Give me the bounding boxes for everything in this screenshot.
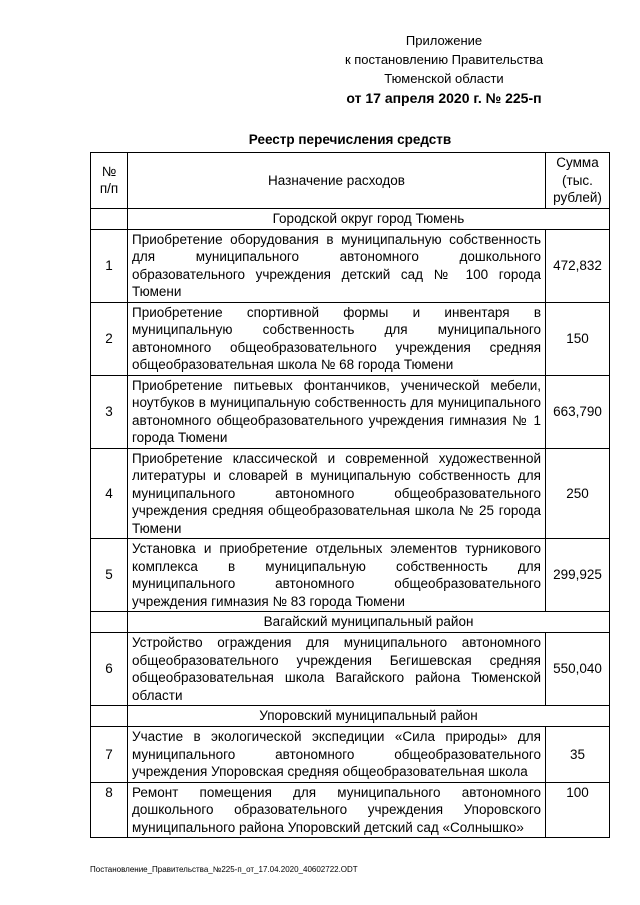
table-row: [91, 302, 610, 375]
row-description: Установка и приобретение отдельных элементов турникового комплекса в муниципальную собственность для муниципального автономного общеобразовательного учреждения гимназия № 83 города Тюмени: [128, 539, 546, 612]
table-row: [91, 727, 610, 783]
row-sum: 150: [546, 302, 610, 375]
document-footer: Постановление_Правительства_№225-п_от_17.04.2020_40602722.ODT: [90, 865, 358, 874]
column-header-purpose: Назначение расходов: [128, 153, 546, 209]
section-spacer: [91, 612, 128, 633]
row-number: 4: [91, 448, 128, 539]
section-spacer: [91, 706, 128, 727]
table-row: [91, 633, 610, 706]
row-number: 6: [91, 633, 128, 706]
row-number: 7: [91, 727, 128, 783]
row-description: Устройство ограждения для муниципального автономного общеобразовательного учреждения Бегишевская средняя общеобразовательная школа Вагайского района Тюменской области: [128, 633, 546, 706]
table-header-row: [91, 153, 610, 209]
section-spacer: [91, 208, 128, 229]
appendix-label: Приложение: [405, 33, 483, 48]
resolution-date-number: от 17 апреля 2020 г. № 225-п: [346, 90, 542, 106]
section-row: [91, 612, 610, 633]
row-description: Участие в экологической экспедиции «Сила природы» для муниципального автономного общеобразовательного учреждения Упоровская средняя общеобразовательная школа: [128, 727, 546, 783]
table-row: [91, 539, 610, 612]
region-name: Тюменской области: [384, 71, 504, 86]
section-row: [91, 706, 610, 727]
column-header-number: № п/п: [91, 153, 128, 209]
row-sum: 550,040: [546, 633, 610, 706]
row-sum: 299,925: [546, 539, 610, 612]
row-sum: 250: [546, 448, 610, 539]
row-number: 3: [91, 375, 128, 448]
page-title: Реестр перечисления средств: [248, 132, 452, 147]
row-sum: 100: [546, 782, 610, 838]
resolution-reference: к постановлению Правительства: [344, 52, 544, 67]
row-sum: 35: [546, 727, 610, 783]
row-number: 8: [91, 782, 128, 838]
section-title: Вагайский муниципальный район: [128, 612, 610, 633]
row-sum: 472,832: [546, 229, 610, 302]
section-title: Упоровский муниципальный район: [128, 706, 610, 727]
row-description: Ремонт помещения для муниципального автономного дошкольного образовательного учреждения Упоровского муниципального района Упоровский детский сад «Солнышко»: [128, 782, 546, 838]
document-header: [294, 31, 594, 108]
table-row: [91, 375, 610, 448]
row-description: Приобретение питьевых фонтанчиков, ученической мебели, ноутбуков в муниципальную собственность для муниципального автономного общеобразовательного учреждения гимназия № 1 города Тюмени: [128, 375, 546, 448]
row-number: 5: [91, 539, 128, 612]
row-sum: 663,790: [546, 375, 610, 448]
table-row: [91, 448, 610, 539]
row-description: Приобретение классической и современной художественной литературы и словарей в муниципальную собственность для муниципального автономного общеобразовательного учреждения средняя общеобразовательная школа № 25 города Тюмени: [128, 448, 546, 539]
column-header-sum: Сумма (тыс. рублей): [546, 153, 610, 209]
registry-table: [90, 152, 610, 838]
row-number: 1: [91, 229, 128, 302]
table-row: [91, 782, 610, 838]
row-description: Приобретение оборудования в муниципальную собственность для муниципального автономного дошкольного образовательного учреждения детский сад № 100 города Тюмени: [128, 229, 546, 302]
row-number: 2: [91, 302, 128, 375]
section-title: Городской округ город Тюмень: [128, 208, 610, 229]
row-description: Приобретение спортивной формы и инвентаря в муниципальную собственность для муниципального автономного общеобразовательного учреждения средняя общеобразовательная школа № 68 города Тюмени: [128, 302, 546, 375]
section-row: [91, 208, 610, 229]
table-row: [91, 229, 610, 302]
